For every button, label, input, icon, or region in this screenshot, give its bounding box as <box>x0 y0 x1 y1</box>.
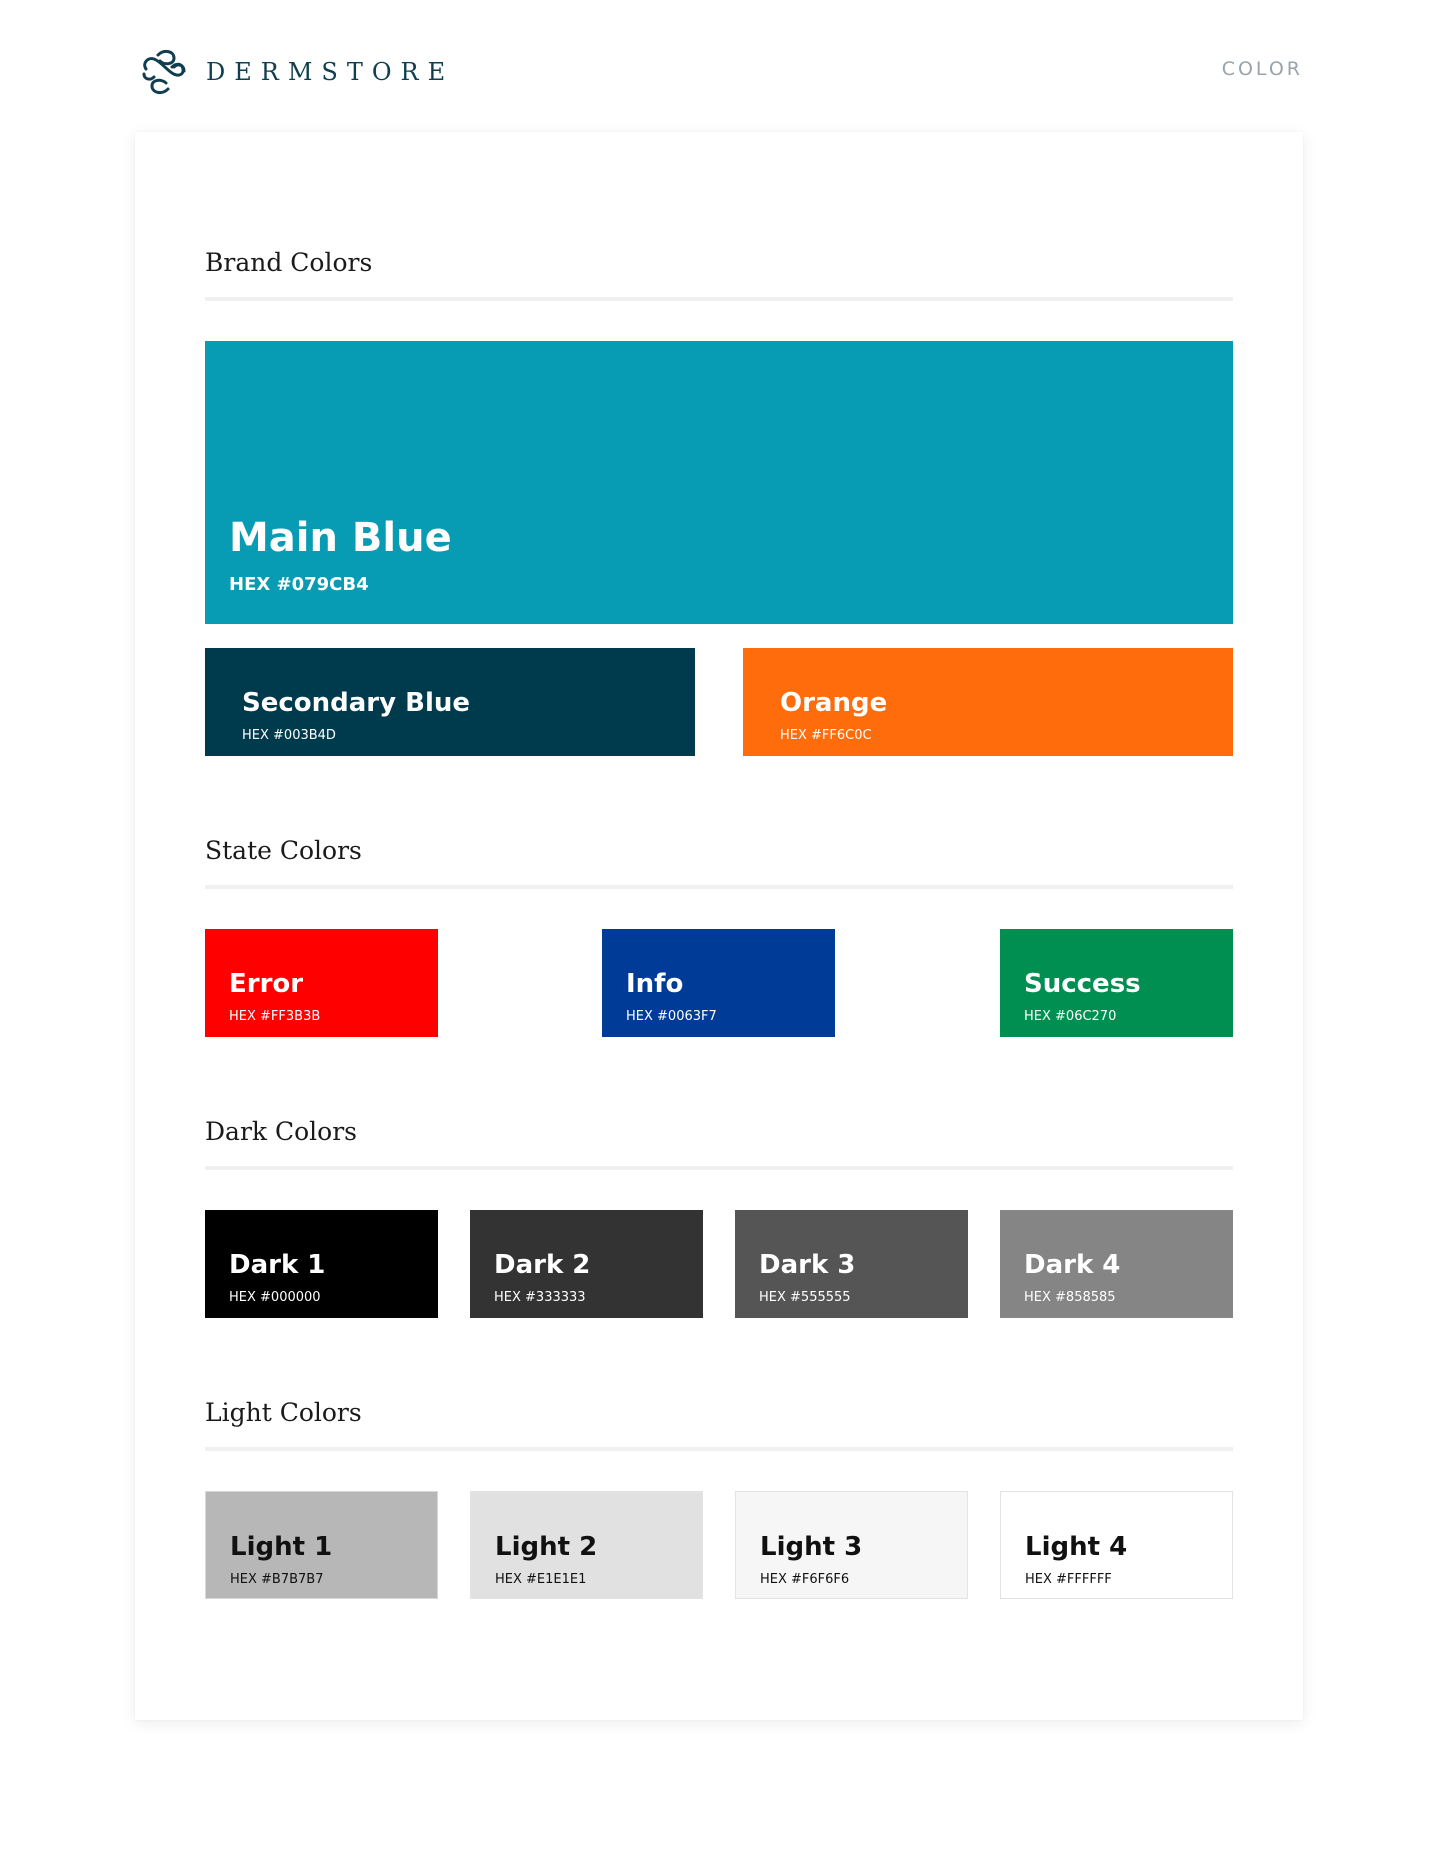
swatch-light-2 <box>470 1491 703 1599</box>
swatch-error <box>205 929 438 1037</box>
swatch-success <box>1000 929 1233 1037</box>
swatch-hex: HEX #F6F6F6 <box>760 1572 850 1587</box>
swatch-name: Info <box>626 969 684 999</box>
swatch-name: Success <box>1024 969 1141 999</box>
swatch-hex: HEX #FFFFFF <box>1025 1572 1112 1587</box>
swatch-hex: HEX #858585 <box>1024 1290 1116 1305</box>
swatch-dark-2 <box>470 1210 703 1318</box>
light-colors-heading: Light Colors <box>205 1398 362 1427</box>
page-section-label: COLOR <box>1221 58 1303 80</box>
page-header <box>138 46 1303 98</box>
swatch-info <box>602 929 835 1037</box>
brand-wordmark: DERMSTORE <box>206 58 455 86</box>
swatch-hex: HEX #B7B7B7 <box>230 1572 324 1587</box>
swatch-hex: HEX #FF6C0C <box>780 728 872 743</box>
swatch-hex: HEX #333333 <box>494 1290 586 1305</box>
swatch-light-1 <box>205 1491 438 1599</box>
swatch-name: Dark 4 <box>1024 1250 1121 1280</box>
swatch-dark-4 <box>1000 1210 1233 1318</box>
color-guide-card <box>135 132 1303 1720</box>
swatch-hex: HEX #079CB4 <box>229 574 369 595</box>
brand-colors-divider <box>205 297 1233 301</box>
swatch-main-blue <box>205 341 1233 624</box>
swatch-hex: HEX #E1E1E1 <box>495 1572 587 1587</box>
swatch-name: Light 4 <box>1025 1532 1128 1562</box>
swatch-hex: HEX #06C270 <box>1024 1009 1117 1024</box>
swatch-light-4 <box>1000 1491 1233 1599</box>
state-colors-heading: State Colors <box>205 836 362 865</box>
swatch-hex: HEX #0063F7 <box>626 1009 717 1024</box>
swatch-name: Secondary Blue <box>242 688 470 718</box>
dermstore-logo[interactable] <box>138 46 454 98</box>
swatch-hex: HEX #000000 <box>229 1290 321 1305</box>
brand-colors-heading: Brand Colors <box>205 248 373 277</box>
swatch-name: Dark 3 <box>759 1250 856 1280</box>
swatch-dark-1 <box>205 1210 438 1318</box>
swatch-hex: HEX #FF3B3B <box>229 1009 321 1024</box>
state-colors-divider <box>205 885 1233 889</box>
dermstore-knot-logo-icon <box>138 47 188 97</box>
swatch-name: Main Blue <box>229 515 452 561</box>
swatch-name: Dark 2 <box>494 1250 591 1280</box>
swatch-name: Light 1 <box>230 1532 333 1562</box>
swatch-name: Dark 1 <box>229 1250 326 1280</box>
swatch-hex: HEX #555555 <box>759 1290 851 1305</box>
swatch-secondary-blue <box>205 648 695 756</box>
swatch-name: Light 2 <box>495 1532 598 1562</box>
light-colors-divider <box>205 1447 1233 1451</box>
dark-colors-divider <box>205 1166 1233 1170</box>
swatch-name: Light 3 <box>760 1532 863 1562</box>
swatch-name: Error <box>229 969 304 999</box>
swatch-light-3 <box>735 1491 968 1599</box>
swatch-hex: HEX #003B4D <box>242 728 336 743</box>
swatch-name: Orange <box>780 688 888 718</box>
dark-colors-heading: Dark Colors <box>205 1117 358 1146</box>
swatch-dark-3 <box>735 1210 968 1318</box>
swatch-orange <box>743 648 1233 756</box>
